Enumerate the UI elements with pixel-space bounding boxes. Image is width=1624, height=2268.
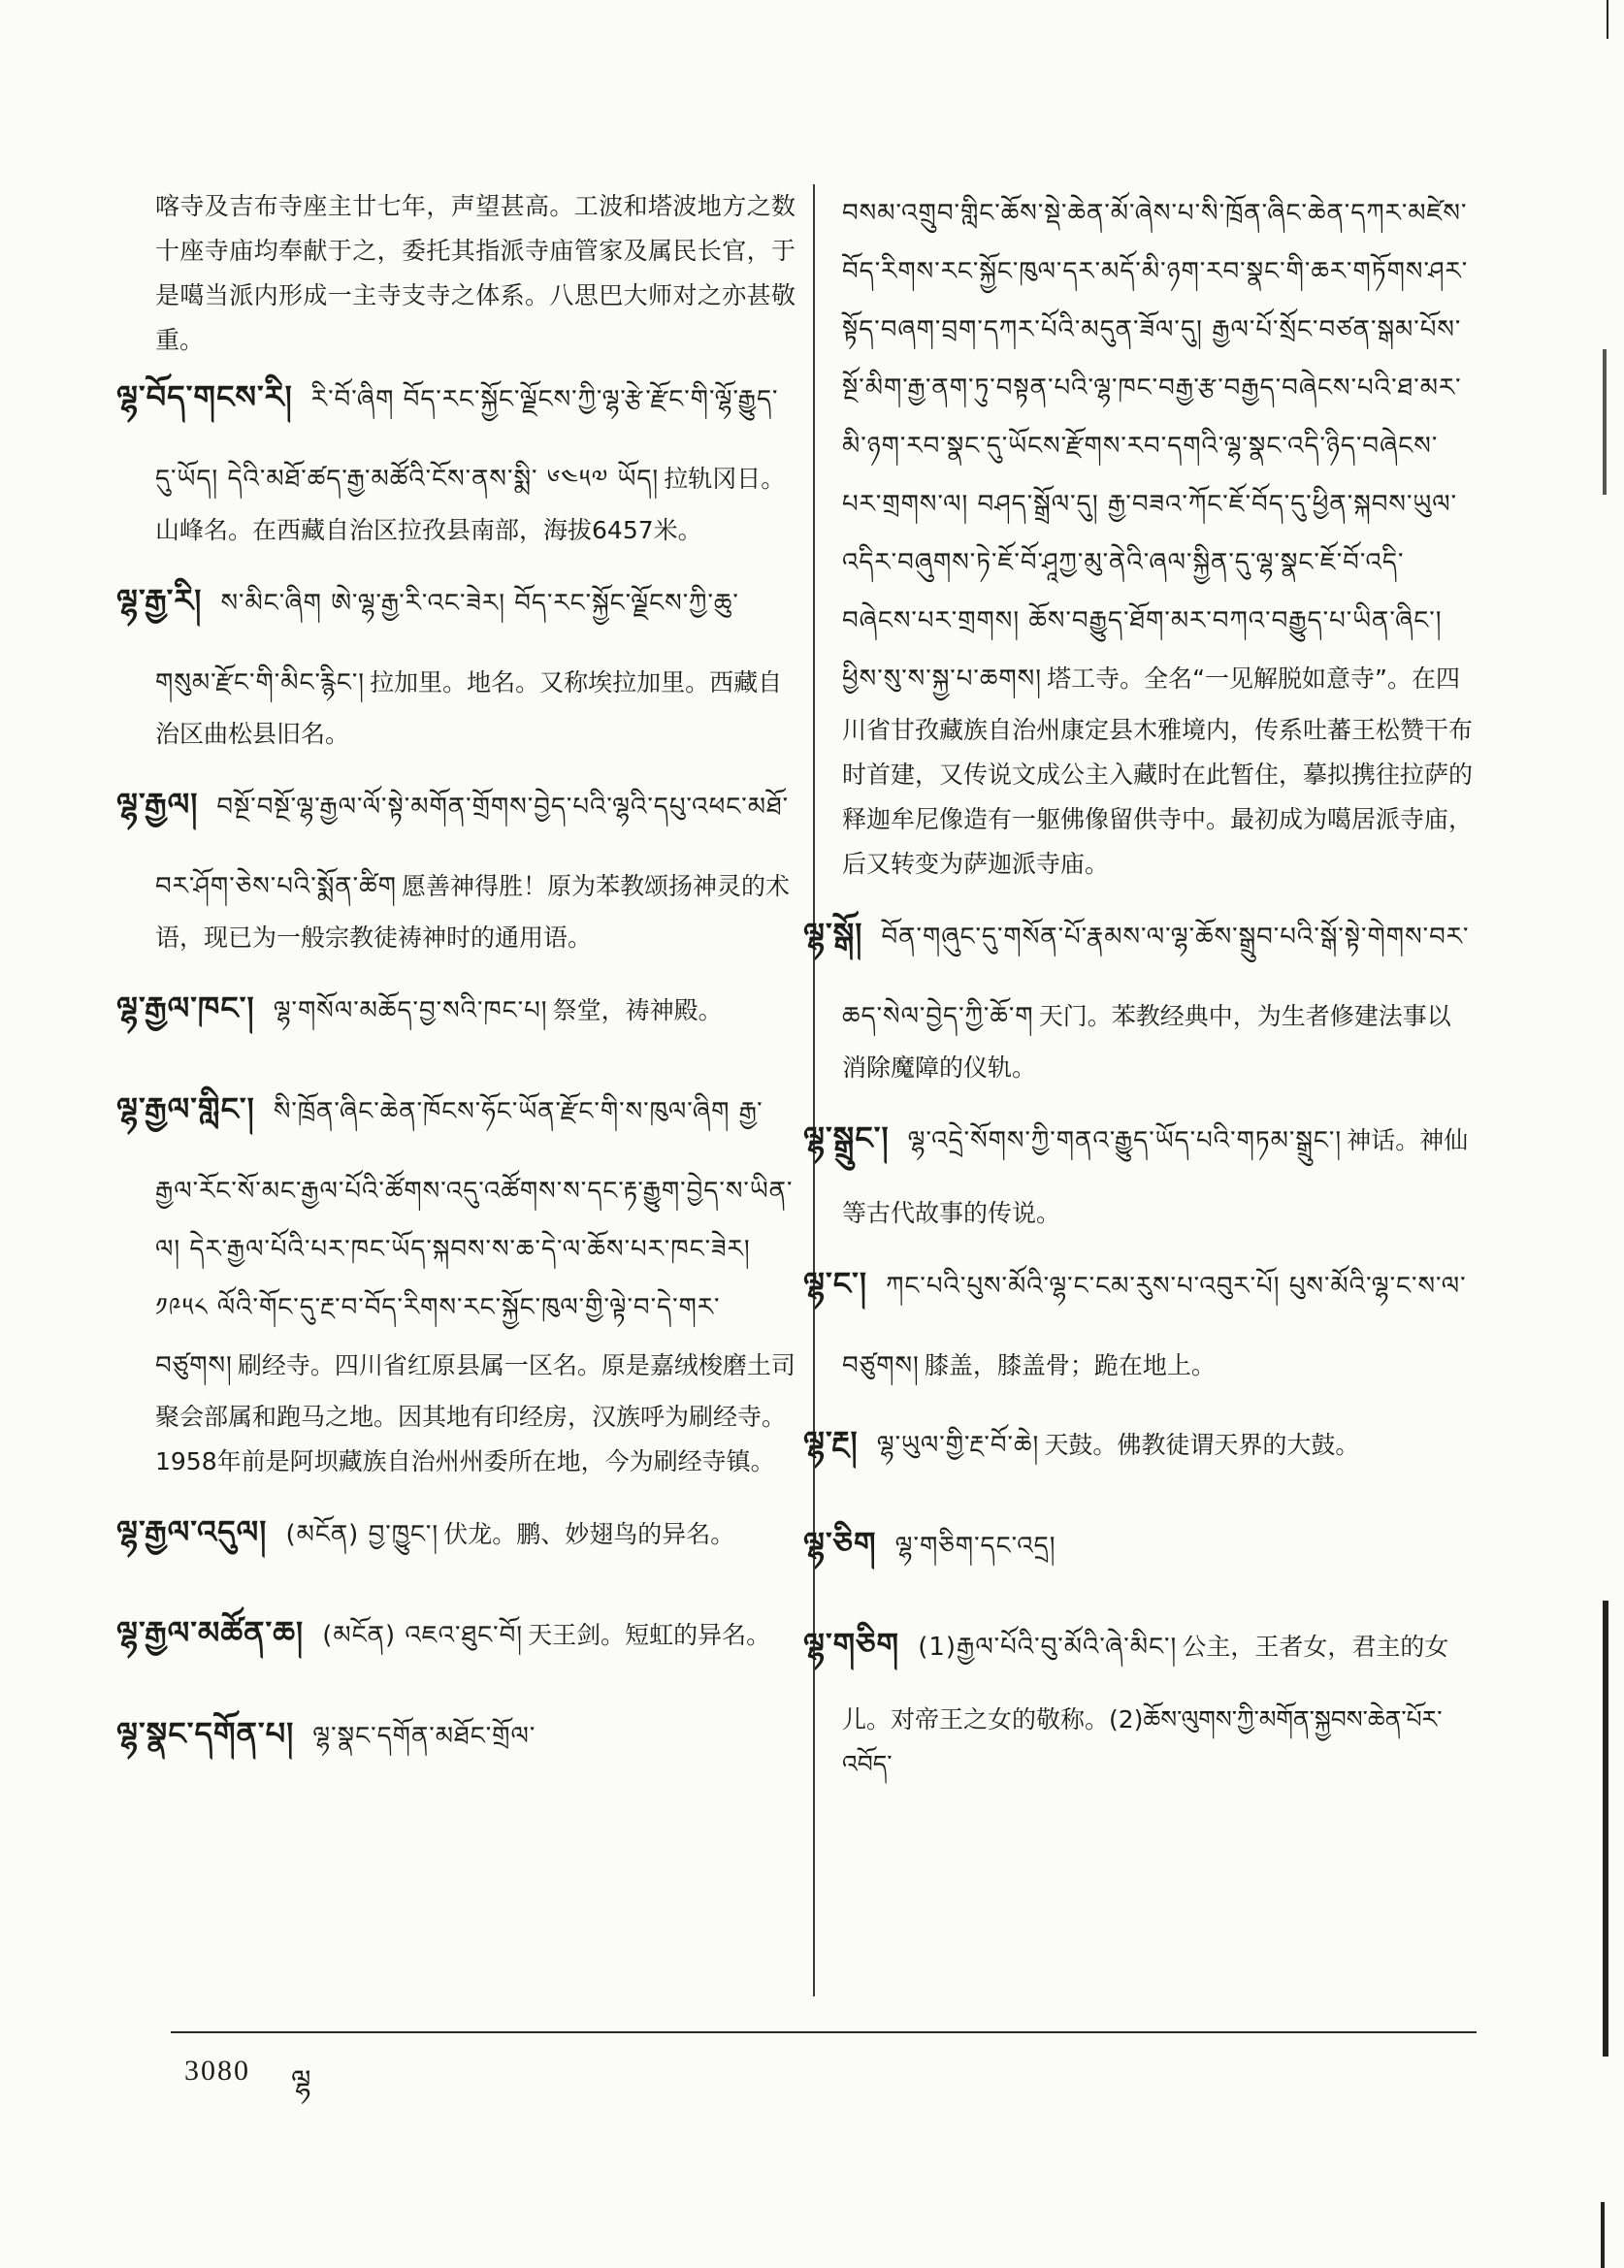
entry-chinese-definition: 公主，王者女，君主的女儿。对帝王之女的敬称。(2)ཆོས་ལུགས་ཀྱི་མགོན་སྐྱབས་ཆེན་པོར་འབོད་ [842, 1633, 1449, 1778]
entry-chinese-definition: 膝盖，膝盖骨；跪在地上。 [924, 1351, 1216, 1379]
entry-chinese-definition: 天王剑。短虹的异名。 [528, 1621, 771, 1649]
entry-tibetan-definition: ལྷ་གསོལ་མཆོད་བྱ་སའི་ཁང་པ། [273, 996, 548, 1025]
entry-tibetan-definition: བསྔོ་བསྔོ་ལྷ་རྒྱལ་ལོ་སྟེ་མགོན་གྲོགས་བྱེད་པའི་ལྷའི་དཔུ་འཕང་མཐོ་བར་ཤོག་ཅེས་པའི་སྨོན་ཚིག [155, 793, 790, 901]
scan-edge-mark [1601, 2202, 1605, 2268]
dictionary-entry [116, 974, 796, 1061]
dictionary-entry [803, 1509, 1475, 1597]
entry-tibetan-definition: (མངོན) འཇའ་ཐུང་བོ། [322, 1621, 524, 1650]
dictionary-entry [116, 770, 796, 960]
entry-tibetan-definition: ལྷ་གཅིག་དང་འདྲ། [894, 1532, 1056, 1561]
entry-chinese-definition: 天门。苯教经典中，为生者修建法事以消除魔障的仪轨。 [842, 1002, 1451, 1082]
dictionary-entry [803, 1610, 1475, 1787]
entry-headword: ལྷ་རྒྱལ་ཁང་། [116, 989, 255, 1026]
entry-tibetan-definition: བསམ་འགྲུབ་གླིང་ཆོས་སྡེ་ཆེན་མོ་ཞེས་པ་སི་ཁྲོན་ཞིང་ཆེན་དཀར་མཛེས་བོད་རིགས་རང་སྐྱོང་ཁུལ་དར་མདོ་མི་ཉག་རབ་སྣང་གི་ཆར་གཏོགས་ཤར་སྟོད་བཞག་བྲག་དཀར་པོའི་མདུན་ཟོལ་དུ། རྒྱལ་པོ་སྲོང་བཙན་སྒམ་པོས་སྔོ་མིག་རྒྱ་ནག་ཏུ་བསྟན་པའི་ལྷ་ཁང་བརྒྱ་རྩ་བརྒྱད་བཞེངས་པའི་ཐ་མར་མི་ཉག་རབ་སྣང་དུ་ཡོངས་རྫོགས་རབ་དགའི་ལྷ་སྣང་འདི་ཉིད་བཞེངས་པར་གྲགས་ལ། བཤད་སྒྲོལ་དུ། རྒྱ་བཟའ་ཀོང་ཇོ་བོད་དུ་ཕྱིན་སྐབས་ཡུལ་འདིར་བཞུགས་ཏེ་ཇོ་བོ་ཤཱཀྱ་མུ་ནེའི་ཞལ་སྐྱིན་དུ་ལྷ་སྣང་ཇོ་བོ་འདི་བཞེངས་པར་གྲགས། ཆོས་བརྒྱུད་ཐོག་མར་བཀའ་བརྒྱུད་པ་ཡིན་ཞིང་། ཕྱིས་སུ་ས་སྐྱ་པ་ཆགས། [842, 199, 1469, 694]
entry-tibetan-definition: ལྷ་ཡུལ་གྱི་རྔ་བོ་ཆེ། [876, 1431, 1040, 1460]
dictionary-entry [116, 1075, 796, 1484]
entry-headword: ལྷ་བོད་གངས་རི། [116, 378, 293, 415]
column-divider [813, 184, 815, 1996]
scan-edge-mark [1603, 1601, 1608, 2057]
entry-headword: ལྷ་སྣང་དགོན་པ། [116, 1715, 295, 1752]
entry-tibetan-definition: ཀང་པའི་པུས་མོའི་ལྷ་ང་ངམ་རུས་པ་འབུར་པོ། པུས་མོའི་ལྷ་ང་ས་ལ་བཙུགས། [842, 1272, 1467, 1380]
entry-headword: ལྷ་རྒྱལ་མཚོན་ཆ། [116, 1614, 305, 1651]
entry-tibetan-definition: ས་མིང་ཞིག ཨེ་ལྷ་རྒྱ་རི་འང་ཟེར། བོད་རང་སྐྱོང་ལྗོངས་ཀྱི་ཆུ་གསུམ་རྫོང་གི་མིང་རྙིང་། [155, 589, 739, 697]
dictionary-entry [803, 1409, 1475, 1496]
entry-tibetan-definition: ལྷ་སྣང་དགོན་མཐོང་གྲོལ་ [312, 1722, 536, 1751]
entry-chinese-definition: 天鼓。佛教徒谓天界的大鼓。 [1044, 1431, 1360, 1459]
entry-chinese-definition: 祭堂，祷神殿。 [552, 996, 723, 1024]
entry-chinese-definition: 伏龙。鹏、妙翅鸟的异名。 [443, 1520, 735, 1548]
entry-headword: ལྷ་སྒྲུང་། [803, 1119, 890, 1156]
entry-continuation [842, 184, 1475, 887]
right-column [803, 184, 1475, 1800]
entry-headword: ལྷ་རྔ། [803, 1424, 859, 1461]
dictionary-entry [116, 567, 796, 757]
left-column [116, 184, 796, 1800]
dictionary-entry [116, 1700, 796, 1787]
entry-tibetan-definition: བོན་གཞུང་དུ་གསོན་པོ་རྣམས་ལ་ལྷ་ཆོས་སྒྲུབ་པའི་སྒོ་སྟེ་གེགས་བར་ཆད་སེལ་བྱེད་ཀྱི་ཆོ་ག [842, 923, 1470, 1031]
footer-rule [171, 2031, 1477, 2033]
entry-tibetan-definition: སི་ཁྲོན་ཞིང་ཆེན་ཁོངས་ཧོང་ཡོན་རྫོང་གི་ས་ཁུལ་ཞིག རྒྱ་རྒྱལ་རོང་སོ་མང་རྒྱལ་པོའི་ཚོགས་འདུ་འཚོགས་ས་དང་རྟ་རྒྱུག་བྱེད་ས་ཡིན་ལ། དེར་རྒྱལ་པོའི་པར་ཁང་ཡོད་སྐབས་ས་ཆ་དེ་ལ་ཆོས་པར་ཁང་ཟེར། ༡༩༥༨ ལོའི་གོང་དུ་རྔ་བ་བོད་རིགས་རང་སྐྱོང་ཁུལ་གྱི་ལྟེ་བ་དེ་གར་བཙུགས། [155, 1097, 794, 1380]
page-number: 3080 [184, 2055, 250, 2087]
scan-edge-mark [1603, 349, 1607, 495]
dictionary-entry [803, 900, 1475, 1090]
running-head-letter: ལྷ [291, 2064, 311, 2098]
dictionary-entry [116, 1599, 796, 1686]
entry-tibetan-definition: ལྷ་འདྲེ་སོགས་ཀྱི་གནའ་རྒྱུད་ཡོད་པའི་གཏམ་སྒྲུང་། [907, 1126, 1343, 1155]
dictionary-entry [116, 1498, 796, 1585]
entry-chinese-definition: 塔工寺。全名“一见解脱如意寺”。在四川省甘孜藏族自治州康定县木雅境内，传系吐蕃王松赞干布时首建，又传说文成公主入藏时在此暂住，摹拟携往拉萨的释迦牟尼像造有一躯佛像留供寺中。最初成为噶居派寺庙，后又转变为萨迦派寺庙。 [842, 664, 1474, 878]
entry-headword: ལྷ་ང་། [803, 1265, 867, 1302]
entry-chinese-definition: 拉加里。地名。又称埃拉加里。西藏自治区曲松县旧名。 [155, 668, 783, 748]
entry-headword: ལྷ་སྒོ། [803, 916, 863, 953]
entry-headword: ལྷ་ཅིག [803, 1525, 877, 1562]
entry-tibetan-definition: (མངོན) བྱ་ཁྱུང་། [285, 1520, 439, 1549]
entry-headword: ལྷ་རྒྱ་རི། [116, 582, 203, 619]
entry-chinese-definition: 拉轨冈日。山峰名。在西藏自治区拉孜县南部，海拔6457米。 [155, 465, 786, 544]
entry-chinese-definition: 神话。神仙等古代故事的传说。 [842, 1126, 1469, 1227]
dictionary-entry [803, 1104, 1475, 1236]
entry-tibetan-definition: རི་བོ་ཞིག བོད་རང་སྐྱོང་ལྗོངས་ཀྱི་ལྷ་རྩེ་རྫོང་གི་ལྷོ་རྒྱུད་དུ་ཡོད། དེའི་མཐོ་ཚད་རྒྱ་མཚོའི་ངོས་ནས་སྨི་ ༦༤༥༧ ཡོད། [155, 385, 779, 494]
scan-edge-mark [1607, 0, 1608, 39]
dictionary-entry [116, 363, 796, 553]
entry-chinese-definition: 刷经寺。四川省红原县属一区名。原是嘉绒梭磨土司聚会部属和跑马之地。因其地有印经房，汉族呼为刷经寺。1958年前是阿坝藏族自治州州委所在地，今为刷经寺镇。 [155, 1351, 796, 1475]
entry-tibetan-definition: (1)རྒྱལ་པོའི་བུ་མོའི་ཞེ་མིང་། [918, 1633, 1178, 1662]
entry-headword: ལྷ་གཅིག [803, 1626, 900, 1663]
entry-chinese-definition: 愿善神得胜！原为苯教颂扬神灵的术语，现已为一般宗教徒祷神时的通用语。 [155, 872, 791, 952]
entry-headword: ལྷ་རྒྱལ་གླིང་། [116, 1090, 255, 1127]
entry-headword: ལྷ་རྒྱལ། [116, 786, 199, 823]
entry-headword: ལྷ་རྒྱལ་འདུལ། [116, 1513, 268, 1550]
dictionary-entry [803, 1249, 1475, 1395]
entry-continuation: 喀寺及吉布寺座主廿七年，声望甚高。工波和塔波地方之数十座寺庙均奉献于之，委托其指派寺庙管家及属民长官，于是噶当派内形成一主寺支寺之体系。八思巴大师对之亦甚敬重。 [155, 192, 796, 354]
